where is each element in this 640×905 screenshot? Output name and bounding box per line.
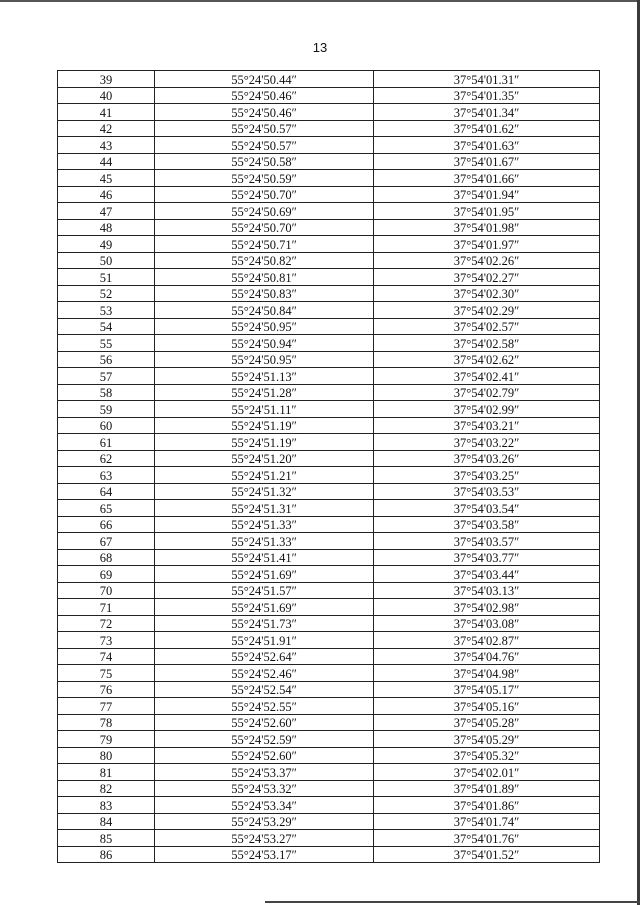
longitude-cell: 37°54'01.67″ [374, 153, 600, 170]
latitude-cell: 55°24'50.70″ [155, 219, 374, 236]
longitude-cell: 37°54'02.87″ [374, 632, 600, 649]
table-row [58, 747, 600, 764]
table-row [58, 236, 600, 253]
table-row [58, 615, 600, 632]
longitude-cell: 37°54'01.63″ [374, 137, 600, 154]
longitude-cell: 37°54'03.08″ [374, 615, 600, 632]
table-row [58, 417, 600, 434]
longitude-cell: 37°54'02.58″ [374, 335, 600, 352]
latitude-cell: 55°24'53.17″ [155, 846, 374, 863]
point-number-cell: 85 [58, 830, 155, 847]
table-row [58, 120, 600, 137]
longitude-cell: 37°54'01.35″ [374, 87, 600, 104]
point-number-cell: 69 [58, 566, 155, 583]
point-number-cell: 72 [58, 615, 155, 632]
point-number-cell: 59 [58, 401, 155, 418]
latitude-cell: 55°24'52.60″ [155, 714, 374, 731]
table-row [58, 252, 600, 269]
latitude-cell: 55°24'51.91″ [155, 632, 374, 649]
point-number-cell: 74 [58, 648, 155, 665]
coordinates-table-body [58, 71, 600, 863]
point-number-cell: 49 [58, 236, 155, 253]
point-number-cell: 51 [58, 269, 155, 286]
longitude-cell: 37°54'01.66″ [374, 170, 600, 187]
point-number-cell: 58 [58, 384, 155, 401]
table-row [58, 714, 600, 731]
longitude-cell: 37°54'03.25″ [374, 467, 600, 484]
point-number-cell: 76 [58, 681, 155, 698]
point-number-cell: 67 [58, 533, 155, 550]
latitude-cell: 55°24'50.57″ [155, 137, 374, 154]
point-number-cell: 40 [58, 87, 155, 104]
longitude-cell: 37°54'02.01″ [374, 764, 600, 781]
longitude-cell: 37°54'05.28″ [374, 714, 600, 731]
point-number-cell: 86 [58, 846, 155, 863]
latitude-cell: 55°24'50.70″ [155, 186, 374, 203]
latitude-cell: 55°24'51.69″ [155, 599, 374, 616]
longitude-cell: 37°54'01.97″ [374, 236, 600, 253]
point-number-cell: 64 [58, 483, 155, 500]
longitude-cell: 37°54'02.98″ [374, 599, 600, 616]
latitude-cell: 55°24'50.83″ [155, 285, 374, 302]
longitude-cell: 37°54'01.89″ [374, 780, 600, 797]
table-row [58, 71, 600, 88]
point-number-cell: 78 [58, 714, 155, 731]
table-row [58, 269, 600, 286]
point-number-cell: 55 [58, 335, 155, 352]
point-number-cell: 45 [58, 170, 155, 187]
latitude-cell: 55°24'51.28″ [155, 384, 374, 401]
point-number-cell: 53 [58, 302, 155, 319]
table-row [58, 764, 600, 781]
table-row [58, 483, 600, 500]
longitude-cell: 37°54'01.95″ [374, 203, 600, 220]
longitude-cell: 37°54'03.22″ [374, 434, 600, 451]
longitude-cell: 37°54'02.30″ [374, 285, 600, 302]
latitude-cell: 55°24'50.95″ [155, 318, 374, 335]
latitude-cell: 55°24'50.57″ [155, 120, 374, 137]
table-row [58, 450, 600, 467]
table-row [58, 830, 600, 847]
table-row [58, 500, 600, 517]
latitude-cell: 55°24'51.31″ [155, 500, 374, 517]
point-number-cell: 70 [58, 582, 155, 599]
latitude-cell: 55°24'53.29″ [155, 813, 374, 830]
latitude-cell: 55°24'50.59″ [155, 170, 374, 187]
latitude-cell: 55°24'50.84″ [155, 302, 374, 319]
latitude-cell: 55°24'50.81″ [155, 269, 374, 286]
scan-edge-top [0, 0, 640, 2]
longitude-cell: 37°54'03.26″ [374, 450, 600, 467]
point-number-cell: 60 [58, 417, 155, 434]
latitude-cell: 55°24'50.58″ [155, 153, 374, 170]
point-number-cell: 81 [58, 764, 155, 781]
point-number-cell: 68 [58, 549, 155, 566]
point-number-cell: 82 [58, 780, 155, 797]
table-row [58, 384, 600, 401]
table-row [58, 318, 600, 335]
longitude-cell: 37°54'03.53″ [374, 483, 600, 500]
table-row [58, 665, 600, 682]
table-row [58, 566, 600, 583]
point-number-cell: 71 [58, 599, 155, 616]
table-row [58, 549, 600, 566]
longitude-cell: 37°54'05.32″ [374, 747, 600, 764]
latitude-cell: 55°24'50.44″ [155, 71, 374, 88]
latitude-cell: 55°24'51.32″ [155, 483, 374, 500]
point-number-cell: 54 [58, 318, 155, 335]
longitude-cell: 37°54'02.27″ [374, 269, 600, 286]
longitude-cell: 37°54'01.98″ [374, 219, 600, 236]
table-row [58, 87, 600, 104]
point-number-cell: 75 [58, 665, 155, 682]
longitude-cell: 37°54'03.57″ [374, 533, 600, 550]
latitude-cell: 55°24'53.34″ [155, 797, 374, 814]
longitude-cell: 37°54'03.54″ [374, 500, 600, 517]
page-number: 13 [312, 40, 328, 55]
latitude-cell: 55°24'51.19″ [155, 434, 374, 451]
latitude-cell: 55°24'53.27″ [155, 830, 374, 847]
point-number-cell: 66 [58, 516, 155, 533]
longitude-cell: 37°54'01.62″ [374, 120, 600, 137]
table-row [58, 516, 600, 533]
table-row [58, 302, 600, 319]
point-number-cell: 73 [58, 632, 155, 649]
latitude-cell: 55°24'51.11″ [155, 401, 374, 418]
latitude-cell: 55°24'52.46″ [155, 665, 374, 682]
table-row [58, 467, 600, 484]
table-row [58, 632, 600, 649]
table-row [58, 335, 600, 352]
point-number-cell: 57 [58, 368, 155, 385]
latitude-cell: 55°24'53.32″ [155, 780, 374, 797]
latitude-cell: 55°24'50.69″ [155, 203, 374, 220]
coordinates-table [57, 70, 600, 863]
latitude-cell: 55°24'50.71″ [155, 236, 374, 253]
longitude-cell: 37°54'04.98″ [374, 665, 600, 682]
table-row [58, 582, 600, 599]
longitude-cell: 37°54'04.76″ [374, 648, 600, 665]
longitude-cell: 37°54'01.31″ [374, 71, 600, 88]
table-row [58, 731, 600, 748]
table-row [58, 351, 600, 368]
point-number-cell: 84 [58, 813, 155, 830]
point-number-cell: 52 [58, 285, 155, 302]
latitude-cell: 55°24'52.55″ [155, 698, 374, 715]
latitude-cell: 55°24'51.21″ [155, 467, 374, 484]
latitude-cell: 55°24'51.57″ [155, 582, 374, 599]
point-number-cell: 47 [58, 203, 155, 220]
longitude-cell: 37°54'02.79″ [374, 384, 600, 401]
point-number-cell: 80 [58, 747, 155, 764]
latitude-cell: 55°24'52.59″ [155, 731, 374, 748]
table-row [58, 401, 600, 418]
latitude-cell: 55°24'53.37″ [155, 764, 374, 781]
point-number-cell: 44 [58, 153, 155, 170]
latitude-cell: 55°24'50.95″ [155, 351, 374, 368]
latitude-cell: 55°24'51.73″ [155, 615, 374, 632]
point-number-cell: 39 [58, 71, 155, 88]
latitude-cell: 55°24'51.33″ [155, 516, 374, 533]
longitude-cell: 37°54'05.17″ [374, 681, 600, 698]
table-row [58, 153, 600, 170]
table-row [58, 203, 600, 220]
point-number-cell: 46 [58, 186, 155, 203]
latitude-cell: 55°24'51.33″ [155, 533, 374, 550]
latitude-cell: 55°24'50.94″ [155, 335, 374, 352]
latitude-cell: 55°24'52.64″ [155, 648, 374, 665]
longitude-cell: 37°54'05.29″ [374, 731, 600, 748]
longitude-cell: 37°54'05.16″ [374, 698, 600, 715]
table-row [58, 533, 600, 550]
longitude-cell: 37°54'03.44″ [374, 566, 600, 583]
latitude-cell: 55°24'51.13″ [155, 368, 374, 385]
latitude-cell: 55°24'50.82″ [155, 252, 374, 269]
table-row [58, 219, 600, 236]
longitude-cell: 37°54'03.21″ [374, 417, 600, 434]
point-number-cell: 50 [58, 252, 155, 269]
scan-edge-bottom [265, 901, 640, 903]
longitude-cell: 37°54'02.57″ [374, 318, 600, 335]
longitude-cell: 37°54'03.13″ [374, 582, 600, 599]
longitude-cell: 37°54'01.52″ [374, 846, 600, 863]
longitude-cell: 37°54'02.41″ [374, 368, 600, 385]
point-number-cell: 77 [58, 698, 155, 715]
table-row [58, 104, 600, 121]
point-number-cell: 56 [58, 351, 155, 368]
point-number-cell: 79 [58, 731, 155, 748]
longitude-cell: 37°54'01.74″ [374, 813, 600, 830]
table-row [58, 434, 600, 451]
longitude-cell: 37°54'02.26″ [374, 252, 600, 269]
longitude-cell: 37°54'02.99″ [374, 401, 600, 418]
table-row [58, 780, 600, 797]
point-number-cell: 62 [58, 450, 155, 467]
table-row [58, 846, 600, 863]
table-row [58, 648, 600, 665]
longitude-cell: 37°54'01.86″ [374, 797, 600, 814]
point-number-cell: 61 [58, 434, 155, 451]
latitude-cell: 55°24'51.20″ [155, 450, 374, 467]
longitude-cell: 37°54'03.77″ [374, 549, 600, 566]
longitude-cell: 37°54'01.34″ [374, 104, 600, 121]
point-number-cell: 41 [58, 104, 155, 121]
latitude-cell: 55°24'52.60″ [155, 747, 374, 764]
latitude-cell: 55°24'51.69″ [155, 566, 374, 583]
latitude-cell: 55°24'51.41″ [155, 549, 374, 566]
latitude-cell: 55°24'50.46″ [155, 104, 374, 121]
longitude-cell: 37°54'02.29″ [374, 302, 600, 319]
longitude-cell: 37°54'02.62″ [374, 351, 600, 368]
table-row [58, 170, 600, 187]
point-number-cell: 43 [58, 137, 155, 154]
longitude-cell: 37°54'01.94″ [374, 186, 600, 203]
table-row [58, 186, 600, 203]
point-number-cell: 83 [58, 797, 155, 814]
longitude-cell: 37°54'03.58″ [374, 516, 600, 533]
latitude-cell: 55°24'51.19″ [155, 417, 374, 434]
point-number-cell: 48 [58, 219, 155, 236]
table-row [58, 137, 600, 154]
table-row [58, 813, 600, 830]
table-row [58, 368, 600, 385]
latitude-cell: 55°24'50.46″ [155, 87, 374, 104]
table-row [58, 285, 600, 302]
table-row [58, 599, 600, 616]
table-row [58, 797, 600, 814]
longitude-cell: 37°54'01.76″ [374, 830, 600, 847]
point-number-cell: 63 [58, 467, 155, 484]
table-row [58, 698, 600, 715]
table-row [58, 681, 600, 698]
latitude-cell: 55°24'52.54″ [155, 681, 374, 698]
point-number-cell: 42 [58, 120, 155, 137]
point-number-cell: 65 [58, 500, 155, 517]
